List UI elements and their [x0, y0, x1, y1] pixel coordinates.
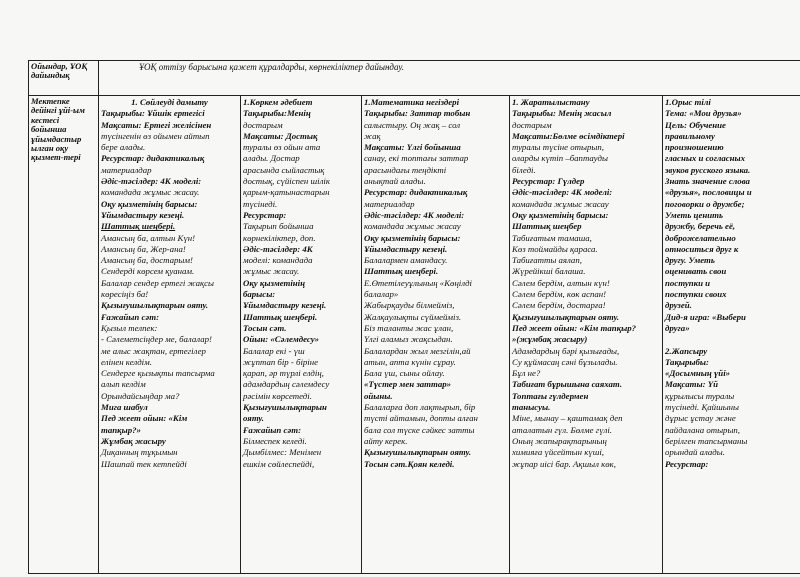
text-line: Адамдардың бәрі қызығады, — [512, 345, 620, 356]
text-line: Жұмбақ жасыру — [101, 435, 166, 446]
text-line: біледі. — [512, 164, 536, 175]
text-line: Амансың ба, алтын Күн! — [101, 232, 196, 243]
preparation-text: ҰОҚ оттізу барысына қажет құралдарды, көрнекіліктер дайындау. — [99, 61, 800, 96]
text-line: достарым — [243, 119, 283, 130]
text-line: Ұйымдастыру кезеңі. — [243, 300, 327, 311]
text-line: барысы: — [243, 289, 276, 300]
text-line: Қызығушылықтарын ояту. — [364, 447, 472, 458]
text-line: Үлгі аламыз жақсыдан. — [364, 334, 453, 345]
text-line: Мақсаты: Үлгі бойынша — [364, 142, 461, 153]
text-line: Оның жапырақтарының — [512, 435, 607, 446]
text-line: жұмыс жасау. — [243, 266, 300, 277]
text-line: доброжелательно — [665, 232, 736, 243]
text-line: оларды күтіп –баптауды — [512, 153, 608, 164]
text-line: командада жұмыс жасау — [512, 198, 609, 209]
text-line: Әдіс-тәсілдер: 4К моделі: — [512, 187, 613, 198]
text-line: Әдіс-тәсілдер: 4К моделі: — [101, 176, 202, 187]
text-line: пайдалана отырып, — [665, 424, 741, 435]
text-line: тапқыр?» — [101, 424, 141, 435]
text-line: Знать значение слова — [665, 176, 750, 187]
text-line: Ойын: «Сәлемдесу» — [243, 334, 320, 345]
text-line: материалдар — [364, 198, 415, 209]
text-line: 1.Орыс тілі — [665, 97, 711, 107]
text-line: құрылысы туралы — [665, 390, 735, 401]
document-page — [28, 60, 800, 577]
text-line: Орындайсыңдар ма? — [101, 390, 180, 401]
text-line: аталатын гүл. Бөлме гүлі. — [512, 424, 612, 435]
text-line: «друзья», пословицы и — [665, 187, 752, 198]
text-line: Ресурстар: Гүлдер — [512, 176, 585, 187]
text-line: Әдіс-тәсілдер: 4К моделі: — [364, 209, 465, 220]
text-line: Қызығушылықтарын ояту. — [101, 300, 209, 311]
text-line: Пед жеет ойын: «Кім тапқыр? — [512, 322, 637, 333]
text-line: туралы түсіне отырып, — [512, 142, 604, 153]
text-line: Оқу қызметінің барысы: — [512, 209, 609, 220]
text-line: Мақсаты: Достық — [243, 130, 318, 141]
text-line: анықтай алады. — [364, 176, 426, 187]
text-line: моделі: командада — [243, 255, 313, 266]
text-line: Мақсаты: Ертегі желісінен — [101, 119, 212, 130]
text-line: Табиғатым тамаша, — [512, 232, 592, 243]
text-line: жұптап бір - біріне — [243, 356, 319, 367]
text-line: звуков русского языка. — [665, 164, 751, 175]
text-line: Жүрейікші балаша. — [512, 266, 586, 277]
text-line: Бала үш, сыны ойлау. — [364, 368, 445, 379]
text-line: «Досымның үйі» — [665, 368, 731, 379]
text-line: Сәлем бердім, достарға! — [512, 300, 606, 311]
text-line: Тема: «Мои друзья» — [665, 108, 742, 119]
text-line: поступки и — [665, 277, 711, 288]
text-line: «Түстер мен заттар» — [364, 379, 452, 390]
text-line: Мига шабул — [101, 402, 148, 413]
text-line: Бұл не? — [512, 368, 541, 379]
text-line: Шаттық шеңбері. — [243, 311, 318, 322]
text-line: салыстыру. Оң жақ – сол — [364, 119, 461, 130]
text-line: друга» — [665, 322, 690, 333]
text-line: поступки своих — [665, 289, 727, 300]
text-line: 1.Математика негіздері — [364, 97, 460, 107]
text-line: Білмеспек келеді. — [243, 435, 307, 446]
text-line: - Сәлеметсіңдер ме, балалар! — [101, 334, 212, 345]
text-line: Мақсаты: Үй — [665, 379, 718, 390]
text-line: Диқанның тұқымын — [101, 447, 178, 458]
text-line: Қызығушылықтарын ояту. — [512, 311, 620, 322]
text-line: Ресурстар: дидактикалық — [101, 153, 205, 164]
text-line: Сендерге қызықты тапсырма — [101, 368, 215, 379]
text-line: дұрыс ұстау және — [665, 413, 736, 424]
text-line: Е.Өтетілеуұлының «Көңілді — [364, 277, 472, 288]
text-line: Сәлем бердім, алтын күн! — [512, 277, 610, 288]
text-line: Амансың ба, достарым! — [101, 255, 193, 266]
text-line: Міне, мынау – қаштамақ деп — [512, 413, 623, 424]
row-label-games: Ойындар, ҰОҚ дайындық — [29, 61, 99, 96]
text-line: достық, сүйіспен шілік — [243, 176, 330, 187]
text-line: Тақырыбы: Менің жасыл — [512, 108, 612, 119]
text-line: Цель: Обучение — [665, 119, 726, 130]
text-line: Сәлем бердім, көк аспан! — [512, 289, 607, 300]
text-line: поговорки о дружбе; — [665, 198, 745, 209]
text-line: көресіңіз ба! — [101, 289, 149, 300]
text-line: 1. Сөйлеудi дамыту — [131, 97, 208, 107]
text-line: алады. Достар — [243, 153, 300, 164]
text-line: Әдіс-тәсілдер: 4К — [243, 243, 313, 254]
text-line: Көз тоймайды қараса. — [512, 243, 598, 254]
column-mathematics — [362, 96, 510, 574]
text-line: Оқу қызметінің барысы: — [101, 198, 198, 209]
text-line: Дид-я игра: «Выбери — [665, 311, 746, 322]
text-line: Амансың ба, Жер-ана! — [101, 243, 186, 254]
text-line: Қызығушылықтарын — [243, 402, 327, 413]
text-line: балалар» — [364, 289, 399, 300]
activities-row — [29, 96, 800, 574]
text-line: Ресурстар: — [243, 209, 287, 220]
row-label-activities: Мектепке дейінгі ұйі-ым кестесі бойынша ұйымдастыр ылган оқу қызмет-тері — [29, 96, 99, 574]
text-line: Тақырыбы:Менің — [243, 108, 311, 119]
text-line: Пед жеет ойын: «Кім — [101, 413, 188, 424]
text-line: Жалқаулықты сүймейміз. — [364, 311, 462, 322]
text-line: Біз таланты жас ұлан, — [364, 322, 454, 333]
text-line: ойыны. — [364, 390, 393, 401]
text-line: командада жұмыс жасау — [364, 221, 461, 232]
column-literature — [241, 96, 362, 574]
text-line: »(жұмбақ жасыру) — [512, 334, 588, 345]
header-row — [29, 61, 800, 96]
column-natural-science — [510, 96, 663, 574]
text-line: Су құймасаң сәні бұзылады. — [512, 356, 618, 367]
text-line: көрнекіліктер, доп. — [243, 232, 316, 243]
text-line: дружбу, беречь её, — [665, 221, 736, 232]
text-line: бере алады. — [101, 142, 146, 153]
text-line: другу. Уметь — [665, 255, 715, 266]
text-line: относиться друг к — [665, 243, 739, 254]
text-line: Жабырқауды білмейміз, — [364, 300, 455, 311]
text-line: түсінеді. Қайшыны — [665, 402, 740, 413]
text-line: арасындағы теңдікті — [364, 164, 447, 175]
text-line: гласных и согласных — [665, 153, 746, 164]
text-line: Ресурстар: — [665, 458, 709, 469]
text-line: қарым-қатынастарын — [243, 187, 330, 198]
text-line: Шаттық шеңбері. — [364, 266, 439, 277]
text-line: Дымбілмес: Менімен — [243, 447, 322, 458]
text-line: алып келдім — [101, 379, 146, 390]
text-line: ояту. — [243, 413, 264, 424]
text-line: атын, апта күнін сұрау. — [364, 356, 456, 367]
text-line: Балалардан жыл мезгілін,ай — [364, 345, 471, 356]
text-line: Тақырыбы: — [665, 356, 709, 367]
text-line: Тақырыбы: Заттар тобын — [364, 108, 471, 119]
text-line: материалдар — [101, 164, 152, 175]
text-line: 1. Жаратылыстану — [512, 97, 590, 107]
text-line: адамдардың сәлемдесу — [243, 379, 330, 390]
text-line: берілген тапсырманы — [665, 435, 748, 446]
text-line: Балаларға доп лақтырып, бір — [364, 402, 476, 413]
text-line: ме алыс жақтан, ертегілер — [101, 345, 206, 356]
text-line: Мақсаты:Бөлме өсімдіктері — [512, 130, 625, 141]
text-line: Оқу қызметінің — [243, 277, 306, 288]
text-line: жақ — [364, 130, 381, 141]
text-line: командада жұмыс жасау. — [101, 187, 200, 198]
text-line: Тосын сәт.Қоян келеді. — [364, 458, 455, 469]
text-line: түсінгенін өз ойымен айтып — [101, 130, 210, 141]
text-line: орындай алады. — [665, 447, 725, 458]
text-line: оценивать свои — [665, 266, 727, 277]
text-line: арасында сыйластық — [243, 164, 325, 175]
text-line: түсінеді. — [243, 198, 278, 209]
column-speech-development — [99, 96, 241, 574]
text-line: рәсімін көрсетеді. — [243, 390, 312, 401]
text-line: Уметь ценить — [665, 209, 723, 220]
text-line — [665, 334, 798, 345]
text-line: Ұйымдастыру кезеңі. — [101, 209, 185, 220]
text-line: туралы өз ойын ата — [243, 142, 321, 153]
text-line: Ғажайып сәт: — [243, 424, 302, 435]
text-line: жұпар иісі бар. Ақшыл көк, — [512, 458, 616, 469]
text-line: друзей. — [665, 300, 692, 311]
text-line: елінен келдім. — [101, 356, 152, 367]
text-line: Қызыл телпек: — [101, 322, 158, 333]
text-line: танысуы. — [512, 402, 551, 413]
text-line: Тақырыбы: Ұйшік ертегісі — [101, 108, 205, 119]
text-line: айту керек. — [364, 435, 408, 446]
text-line: санау, екі топтағы заттар — [364, 153, 469, 164]
plan-table — [28, 60, 800, 574]
text-line: Табиғат бұрышына саяхат. — [512, 379, 623, 390]
text-line: Тосын сәт. — [243, 322, 287, 333]
text-line: бала сол түске сәйкес затты — [364, 424, 475, 435]
text-line: Шаттық шеңбері. — [101, 221, 176, 232]
text-line: 1.Көркем әдебиет — [243, 97, 313, 107]
text-line: Топтағы гүлдермен — [512, 390, 589, 401]
text-line: Балалар екі - үш — [243, 345, 305, 356]
text-line: Балалар сендер ертегі жақсы — [101, 277, 214, 288]
text-line: Шаттық шеңбер — [512, 221, 582, 232]
text-line: произношению — [665, 142, 724, 153]
text-line: Тақырып бойынша — [243, 221, 314, 232]
text-line: Шашпай тек кетпейді — [101, 458, 187, 469]
text-line: Ғажайып сәт: — [101, 311, 160, 322]
text-line: Ұйымдастыру кезеңі. — [364, 243, 448, 254]
text-line: Ресурстар: дидактикалық — [364, 187, 468, 198]
text-line: түсті айтамын, допты алған — [364, 413, 478, 424]
text-line: Табиғатты аялап, — [512, 255, 582, 266]
text-line: 2.Жапсыру — [665, 345, 708, 356]
text-line: Сендерді көрсем қуанам. — [101, 266, 195, 277]
text-line: достарым — [512, 119, 552, 130]
text-line: Балалармен амандасу. — [364, 255, 448, 266]
column-russian-language — [663, 96, 800, 574]
text-line: ешкім сөйлеспейді, — [243, 458, 315, 469]
text-line: химияға үйсейтын күші, — [512, 447, 604, 458]
text-line: правильному — [665, 130, 715, 141]
text-line: қарап, әр түрлі елдің, — [243, 368, 324, 379]
text-line: Оқу қызметінің барысы: — [364, 232, 461, 243]
